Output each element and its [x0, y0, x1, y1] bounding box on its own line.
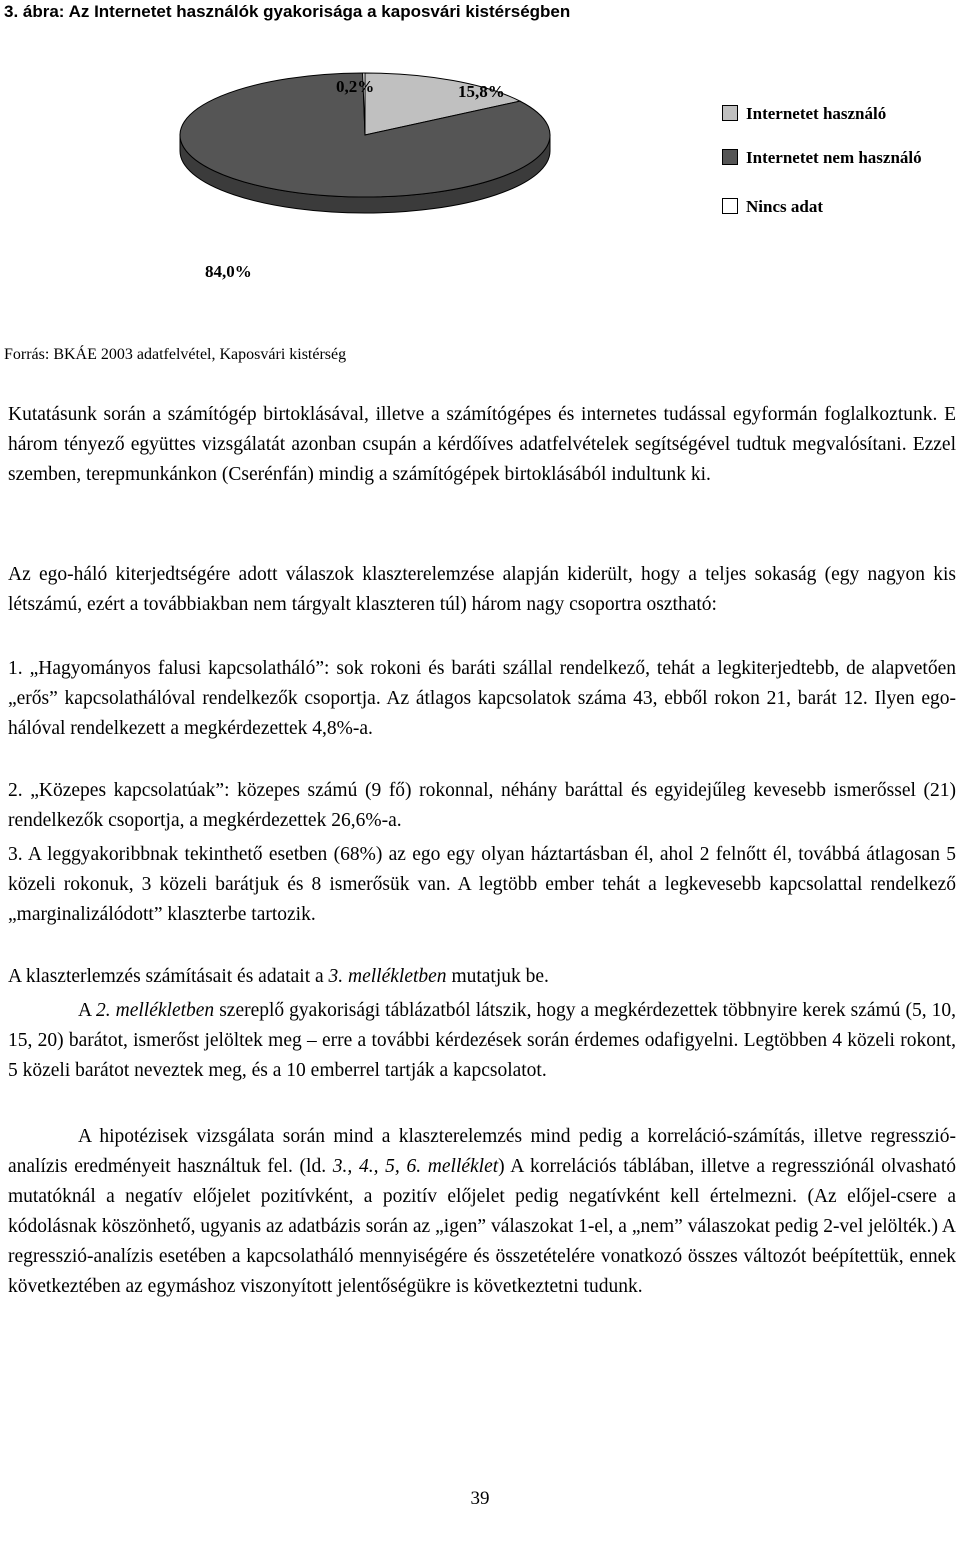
legend-swatch — [722, 149, 738, 165]
legend-item-internetet-hasznalo — [722, 103, 926, 125]
text: A — [78, 1000, 97, 1021]
text: mutatjuk be. — [446, 966, 549, 987]
paragraph-cluster-2: 2. „Közepes kapcsolatúak”: közepes számú (9 fő) rokonnal, néhány baráttal és egyidejűleg kevesebb ismerőssel (21) rendelkezők csoportja, a megkérdezettek 26,6%-a. — [8, 780, 956, 831]
text: A hipotézisek vizsgálata során mind a klaszterelemzés mind pedig a korreláció-számítás, illetve regresszió-analízis eredményeit használtuk fel. (ld. — [8, 1126, 956, 1177]
paragraph-cluster-3: 3. A leggyakoribbnak tekinthető esetben (68%) az ego egy olyan háztartásban él, ahol 2 felnőtt él, továbbá átlagosan 5 közeli rokonuk, 3 közeli barátjuk és 8 ismerősük van. A legtöbb ember tehát a legkevesebb kapcsolattal rendelkező „marginalizálódott” klaszterbe tartozik. — [8, 844, 956, 925]
paragraph-2: Az ego-háló kiterjedtségére adott válaszok klaszterelemzése alapján kiderült, hogy a teljes sokaság (egy nagyon kis létszámú, ezért a továbbiakban nem tárgyalt klaszteren túl) három nagy csoportra osztható: — [8, 564, 956, 615]
legend-swatch — [722, 198, 738, 214]
annex-reference: 2. mellékletben — [96, 1000, 215, 1021]
figure-title: 3. ábra: Az Internetet használók gyakorisága a kaposvári kistérségben — [4, 2, 571, 21]
legend-label: Internetet használó — [746, 104, 887, 123]
text: szereplő gyakorisági táblázatból látszik, hogy a megkérdezettek többnyire kerek számú (5, 10, 15, 20) barátot, ismerőst jelöltek meg – erre a további kérdezések során érdemes odafigyelni. Legtöbben 4 közeli rokont, 5 közeli barátot neveztek meg, és a 10 emberrel tartják a kapcsolatot. — [8, 1000, 956, 1081]
text: ) A korrelációs táblában, illetve a regressziónál olvasható mutatóknál a negatív előjelet pozitívként, a pozitív előjelet pedig negatívként kell értelmezni. (Az előjel-csere a kódolásnak köszönhető, ugyanis az adatbázis során az „igen” válaszokat 1-el, a „nem” válaszokat pedig 2-vel jelölték.) A regresszió-analízis esetében a kapcsolatháló mennyiségére és összetételére vonatkozó összes változót beépítettük, ennek következtében az egymáshoz viszonyított jelentőségükre is következtetni tudunk. — [8, 1156, 956, 1297]
figure-source: Forrás: BKÁE 2003 adatfelvétel, Kaposvári kistérség — [4, 346, 347, 363]
chart-legend — [722, 100, 942, 216]
legend-item-nincs-adat — [722, 196, 926, 218]
annex-reference: 3. mellékletben — [328, 966, 447, 987]
legend-label: Nincs adat — [746, 197, 823, 216]
paragraph-cluster-annex — [8, 962, 956, 992]
data-label-internetet-nem-hasznalo: 84,0% — [205, 262, 252, 281]
data-label-nincs-adat: 0,2% — [336, 77, 375, 96]
annex-reference: 3., 4., 5, 6. melléklet — [332, 1156, 499, 1177]
paragraph-hypotheses — [8, 1122, 956, 1302]
data-label-internetet-hasznalo: 15,8% — [458, 82, 505, 101]
paragraph-cluster-1: 1. „Hagyományos falusi kapcsolatháló”: sok rokoni és baráti szállal rendelkező, tehát a legkiterjedtebb, de alapvetően „erős” kapcsolathálóval rendelkezők csoportja. Az átlagos kapcsolatok száma 43, ebből rokon 21, barát 12. Ilyen ego-hálóval rendelkezett a megkérdezettek 4,8%-a. — [8, 658, 956, 739]
legend-swatch — [722, 105, 738, 121]
legend-item-internetet-nem-hasznalo — [722, 147, 926, 169]
text: A klaszterlemzés számításait és adatait a — [8, 966, 329, 987]
paragraph-1: Kutatásunk során a számítógép birtoklásával, illetve a számítógépes és internetes tudással egyformán foglalkoztunk. E három tényező együttes vizsgálatát azonban csupán a kérdőíves adatfelvételek segítségével tudtuk megvalósítani. Ezzel szemben, terepmunkánkon (Cserénfán) mindig a számítógépek birtoklásából indultunk ki. — [8, 404, 956, 485]
page-number: 39 — [470, 1488, 490, 1509]
paragraph-frequency — [8, 996, 956, 1086]
legend-label: Internetet nem használó — [746, 148, 922, 167]
